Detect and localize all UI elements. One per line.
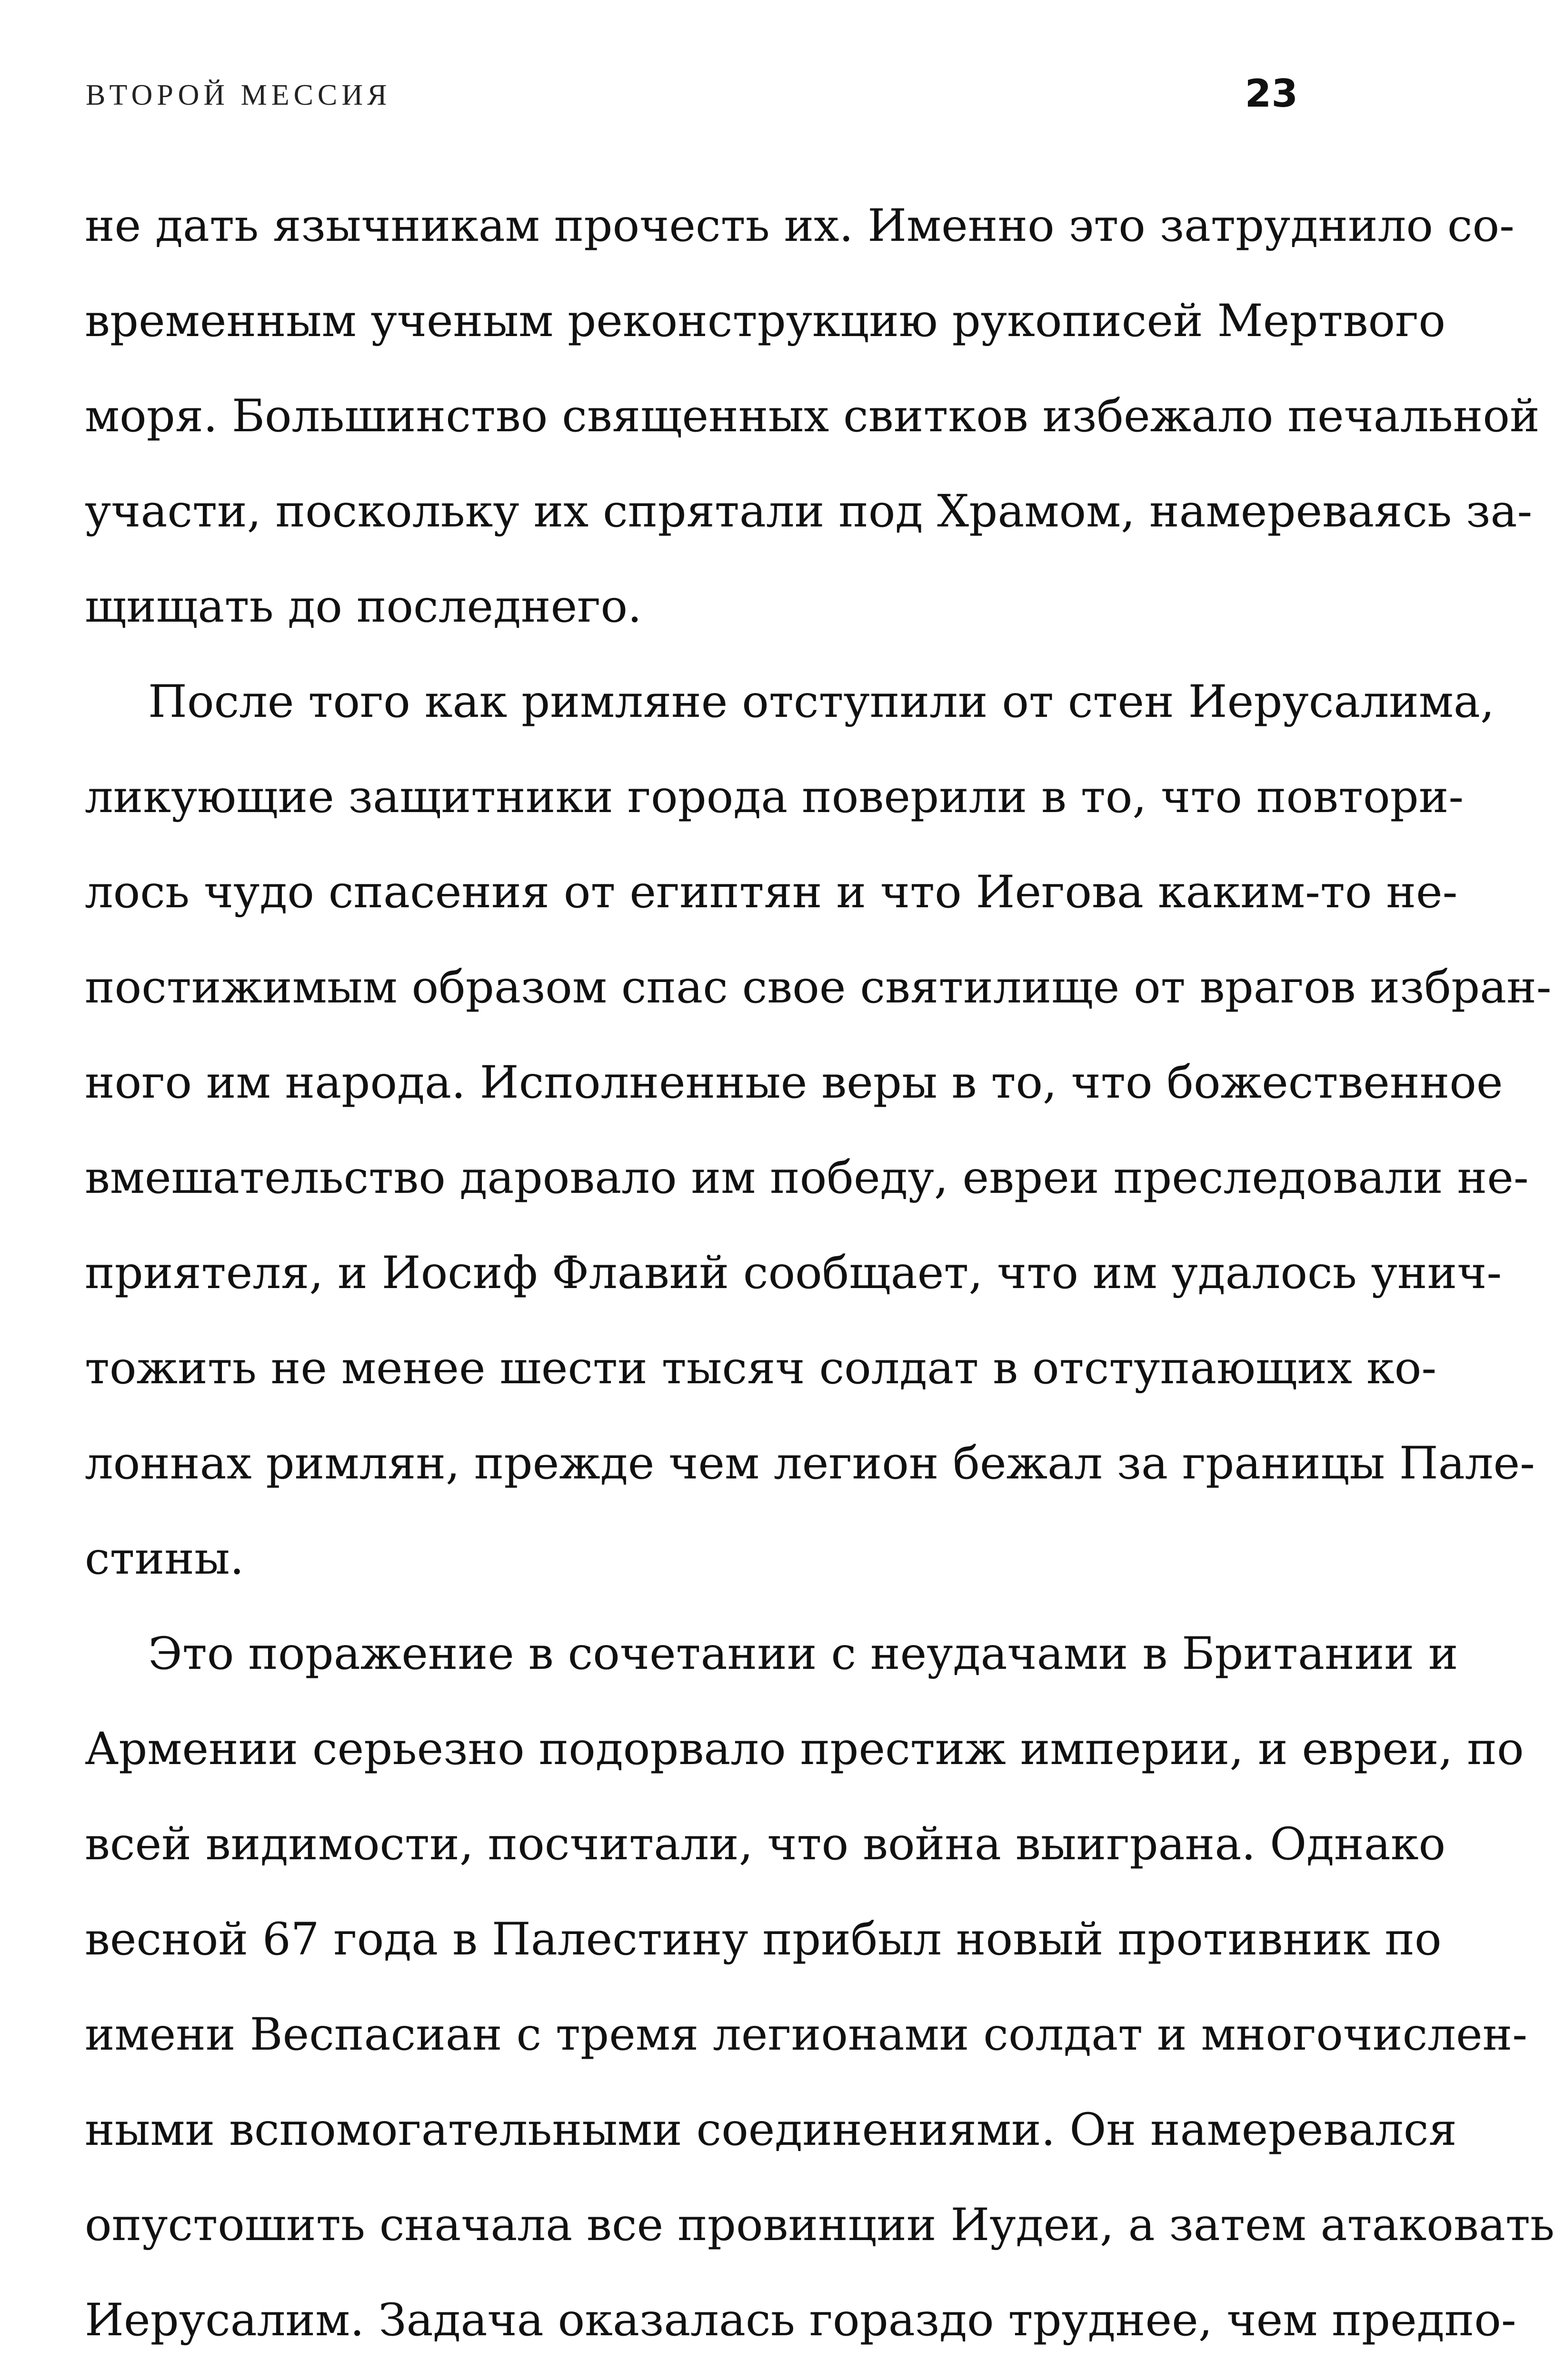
text-line: щищать до последнего. [85,581,642,633]
text-line: временным ученым реконструкцию рукописей Мертвого [85,295,1445,347]
text-line: не дать язычникам прочесть их. Именно это затруднило со- [85,200,1515,252]
text-line: Это поражение в сочетании с неудачами в Британии и [148,1628,1458,1680]
text-line: ликующие защитники города поверили в то, что повтори- [85,771,1464,823]
text-line: постижимым образом спас свое святилище от врагов избран- [85,962,1552,1013]
text-line: всей видимости, посчитали, что война выиграна. Однако [85,1818,1446,1870]
text-line: стины. [85,1533,244,1585]
body-text [85,178,1555,2380]
text-line: лось чудо спасения от египтян и что Иегова каким-то не- [85,866,1458,918]
text-line: После того как римляне отступили от стен Иерусалима, [148,676,1495,728]
text-line: приятеля, и Иосиф Флавий сообщает, что им удалось унич- [85,1247,1502,1299]
text-line: весной 67 года в Палестину прибыл новый противник по [85,1914,1442,1965]
text-line: опустошить сначала все провинции Иудеи, а затем атаковать [85,2199,1555,2251]
text-line: лоннах римлян, прежде чем легион бежал за границы Пале- [85,1438,1535,1489]
text-line: участи, поскольку их спрятали под Храмом, намереваясь за- [85,486,1533,537]
text-line: моря. Большинство священных свитков избежало печальной [85,390,1540,442]
text-line [85,2368,1298,2380]
page-number: 23 [1245,71,1298,116]
text-line: вмешательство даровало им победу, евреи преследовали не- [85,1152,1529,1204]
text-line: имени Веспасиан с тремя легионами солдат и многочислен- [85,2009,1527,2061]
text-line: Иерусалим. Задача оказалась гораздо труднее, чем предпо- [85,2294,1516,2346]
text-line: ного им народа. Исполненные веры в то, что божественное [85,1057,1503,1109]
running-title: ВТОРОЙ МЕССИЯ [86,79,391,111]
text-line: тожить не менее шести тысяч солдат в отступающих ко- [85,1342,1437,1394]
text-line: ными вспомогательными соединениями. Он намеревался [85,2104,1457,2156]
text-line: Армении серьезно подорвало престиж империи, и евреи, по [85,1723,1524,1775]
